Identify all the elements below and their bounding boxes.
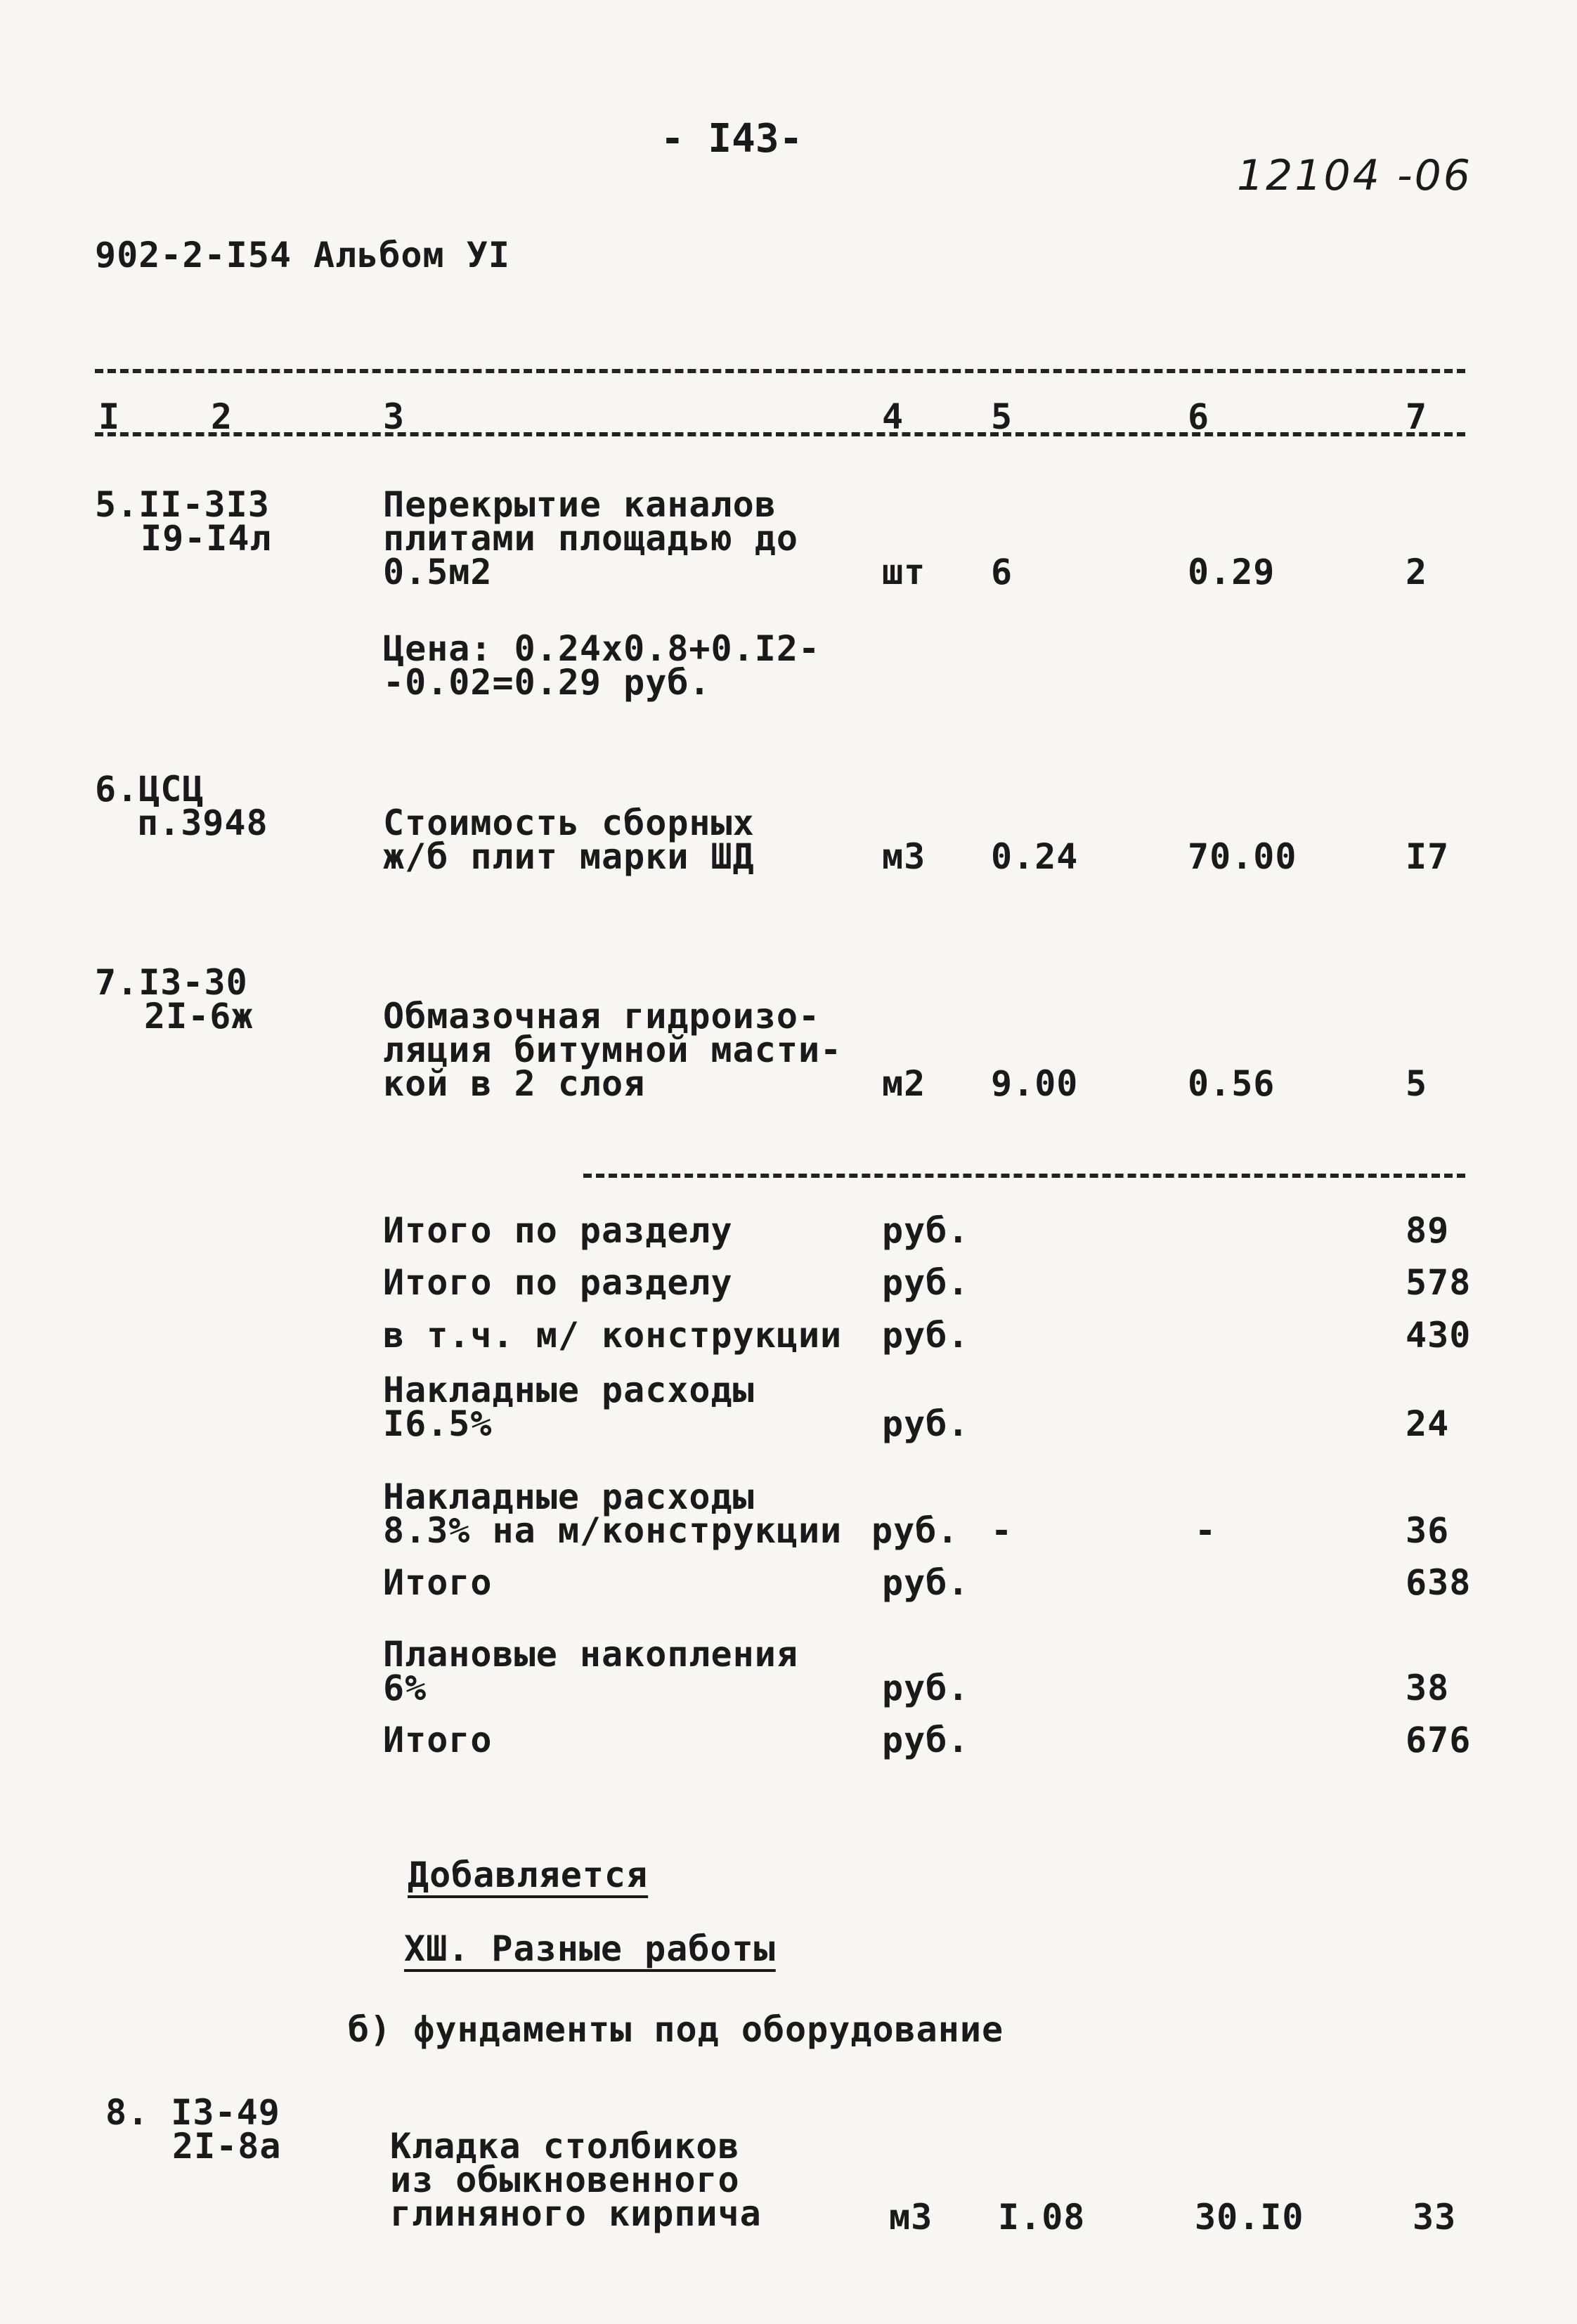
row8-total: 33 [1413, 2197, 1457, 2238]
row7-unit: м2 [882, 1063, 926, 1104]
header-bottom-rule [95, 432, 1465, 436]
added-title: Добавляется [408, 1855, 649, 1895]
summary-4-label-line1: Накладные расходы [383, 1370, 755, 1410]
document-number: 12104 -06 [1237, 151, 1472, 200]
summary-2-unit: руб. [882, 1262, 970, 1303]
row8-code-line1: 8. I3-49 [105, 2092, 280, 2133]
page-number: - I43- [661, 116, 803, 162]
section-title: ХШ. Разные работы [404, 1928, 776, 1969]
row8-unit: м3 [889, 2197, 933, 2238]
summary-5-label-line1: Накладные расходы [383, 1476, 755, 1517]
row5-desc-line3: 0.5м2 [383, 552, 493, 592]
summary-2-label: Итого по разделу [383, 1262, 733, 1303]
col-header-2: 2 [211, 396, 233, 437]
summary-5-qty: - [991, 1510, 1013, 1551]
row8-qty: I.08 [998, 2197, 1086, 2238]
row7-desc-line1: Обмазочная гидроизо- [383, 996, 821, 1037]
summary-4-unit: руб. [882, 1403, 970, 1444]
album-reference: 902-2-I54 Альбом УI [95, 235, 510, 275]
row6-desc-line2: ж/б плит марки ШД [383, 836, 755, 877]
summary-8-total: 676 [1406, 1720, 1472, 1760]
summary-4-total: 24 [1406, 1403, 1450, 1444]
summary-8-label: Итого [383, 1720, 493, 1760]
col-header-4: 4 [882, 396, 904, 437]
row6-unit: м3 [882, 836, 926, 877]
col-header-1: I [98, 396, 121, 437]
summary-7-label-line2: 6% [383, 1668, 427, 1708]
summary-8-unit: руб. [882, 1720, 970, 1760]
summary-1-label: Итого по разделу [383, 1210, 733, 1251]
row8-price: 30.I0 [1195, 2197, 1304, 2238]
summary-7-total: 38 [1406, 1668, 1450, 1708]
row6-code-line1: 6.ЦСЦ [95, 769, 205, 810]
summary-5-label-line2: 8.3% на м/конструкции [383, 1510, 843, 1551]
row8-desc-line2: из обыкновенного [390, 2160, 740, 2200]
row8-code-line2: 2I-8а [172, 2126, 282, 2167]
row7-price: 0.56 [1188, 1063, 1276, 1104]
row7-code-line2: 2I-6ж [144, 996, 254, 1037]
row6-qty: 0.24 [991, 836, 1079, 877]
row5-code-line2: I9-I4л [141, 518, 272, 559]
col-header-3: 3 [383, 396, 405, 437]
summary-3-total: 430 [1406, 1315, 1472, 1356]
summary-7-label-line1: Плановые накопления [383, 1634, 798, 1675]
summary-6-label: Итого [383, 1562, 493, 1603]
row5-desc-line2: плитами площадью до [383, 518, 798, 559]
row7-desc-line2: ляция битумной масти- [383, 1030, 843, 1070]
row7-code-line1: 7.I3-30 [95, 962, 248, 1003]
col-header-6: 6 [1188, 396, 1210, 437]
summary-3-label: в т.ч. м/ конструкции [383, 1315, 843, 1356]
row5-total: 2 [1406, 552, 1428, 592]
row7-qty: 9.00 [991, 1063, 1079, 1104]
summary-1-total: 89 [1406, 1210, 1450, 1251]
summary-6-total: 638 [1406, 1562, 1472, 1603]
summary-5-total: 36 [1406, 1510, 1450, 1551]
summary-3-unit: руб. [882, 1315, 970, 1356]
row6-price: 70.00 [1188, 836, 1297, 877]
row5-code-line1: 5.II-3I3 [95, 484, 270, 525]
summary-7-unit: руб. [882, 1668, 970, 1708]
row5-desc-line1: Перекрытие каналов [383, 484, 777, 525]
row8-desc-line3: глиняного кирпича [390, 2193, 762, 2234]
row6-total: I7 [1406, 836, 1450, 877]
row5-price: 0.29 [1188, 552, 1276, 592]
row5-note-line1: Цена: 0.24х0.8+0.I2- [383, 628, 821, 669]
summary-6-unit: руб. [882, 1562, 970, 1603]
header-top-rule [95, 369, 1465, 373]
summary-2-total: 578 [1406, 1262, 1472, 1303]
row6-desc-line1: Стоимость сборных [383, 803, 755, 843]
col-header-5: 5 [991, 396, 1013, 437]
row5-qty: 6 [991, 552, 1013, 592]
summary-rule [583, 1174, 1465, 1178]
col-header-7: 7 [1406, 396, 1428, 437]
summary-5-unit: руб. [871, 1510, 959, 1551]
summary-4-label-line2: I6.5% [383, 1403, 493, 1444]
row7-desc-line3: кой в 2 слоя [383, 1063, 646, 1104]
row5-unit: шт [882, 552, 926, 592]
summary-1-unit: руб. [882, 1210, 970, 1251]
row8-desc-line1: Кладка столбиков [390, 2126, 740, 2167]
row6-code-line2: п.3948 [137, 803, 268, 843]
subsection-title: б) фундаменты под оборудование [348, 2009, 1004, 2050]
row7-total: 5 [1406, 1063, 1428, 1104]
summary-5-price: - [1195, 1510, 1217, 1551]
row5-note-line2: -0.02=0.29 руб. [383, 662, 711, 703]
